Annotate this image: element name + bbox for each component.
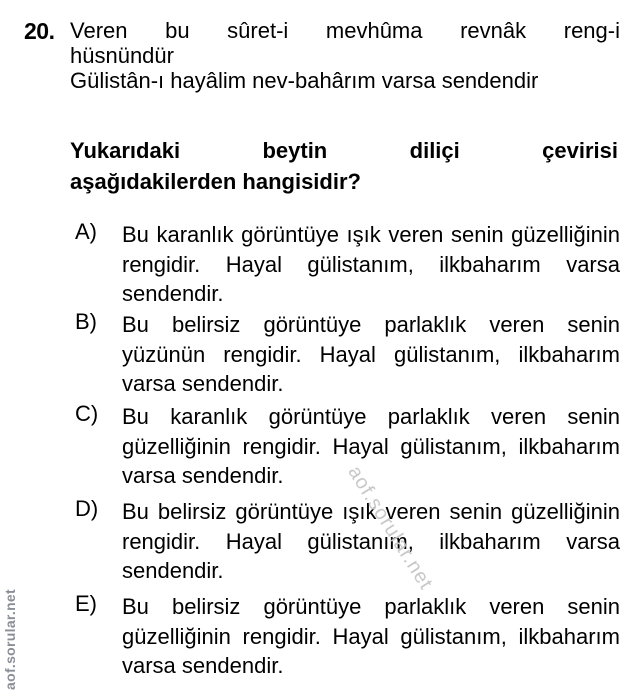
option-a[interactable] <box>75 220 620 309</box>
prompt-line-1: Yukarıdaki beytin diliçi çevirisi <box>70 138 618 163</box>
question-block <box>24 18 620 93</box>
option-text: Bu karanlık görüntüye ışık veren senin güzelliğinin rengidir. Hayal gülistanım, ilkbaharım varsa sendendir. <box>122 222 620 306</box>
verse-line-1: Veren bu sûret-i mevhûma revnâk reng-i <box>70 18 620 43</box>
option-text: Bu karanlık görüntüye parlaklık veren senin güzelliğinin rengidir. Hayal gülistanım, ilkbaharım varsa sendendir. <box>122 404 620 488</box>
option-c[interactable] <box>75 402 620 491</box>
question-prompt <box>70 135 618 197</box>
option-label: A) <box>75 219 97 244</box>
verse-line-2: hüsnündür <box>70 43 174 68</box>
option-text: Bu belirsiz görüntüye parlaklık veren senin yüzünün rengidir. Hayal gülistanım, ilkbaharım varsa sendendir. <box>122 312 620 396</box>
vertical-watermark: aof.sorular.net <box>2 589 18 690</box>
question-number: 20. <box>24 18 55 44</box>
diagonal-watermark: aof.sorular.net <box>343 462 438 594</box>
question-verse <box>70 18 620 93</box>
option-label: B) <box>75 309 97 334</box>
option-text: Bu belirsiz görüntüye parlaklık veren senin güzelliğinin rengidir. Hayal gülistanım, ilkbaharım varsa sendendir. <box>122 594 620 678</box>
option-label: C) <box>75 401 99 426</box>
prompt-line-2: aşağıdakilerden hangisidir? <box>70 169 361 194</box>
option-text: Bu belirsiz görüntüye ışık veren senin güzelliğinin rengidir. Hayal gülistanım, ilkbaharım varsa sendendir. <box>122 499 620 583</box>
option-label: D) <box>75 496 99 521</box>
option-label: E) <box>75 591 97 616</box>
verse-line-3: Gülistân-ı hayâlim nev-bahârım varsa sendendir <box>70 68 539 93</box>
option-d[interactable] <box>75 497 620 586</box>
option-b[interactable] <box>75 310 620 399</box>
option-e[interactable] <box>75 592 620 681</box>
